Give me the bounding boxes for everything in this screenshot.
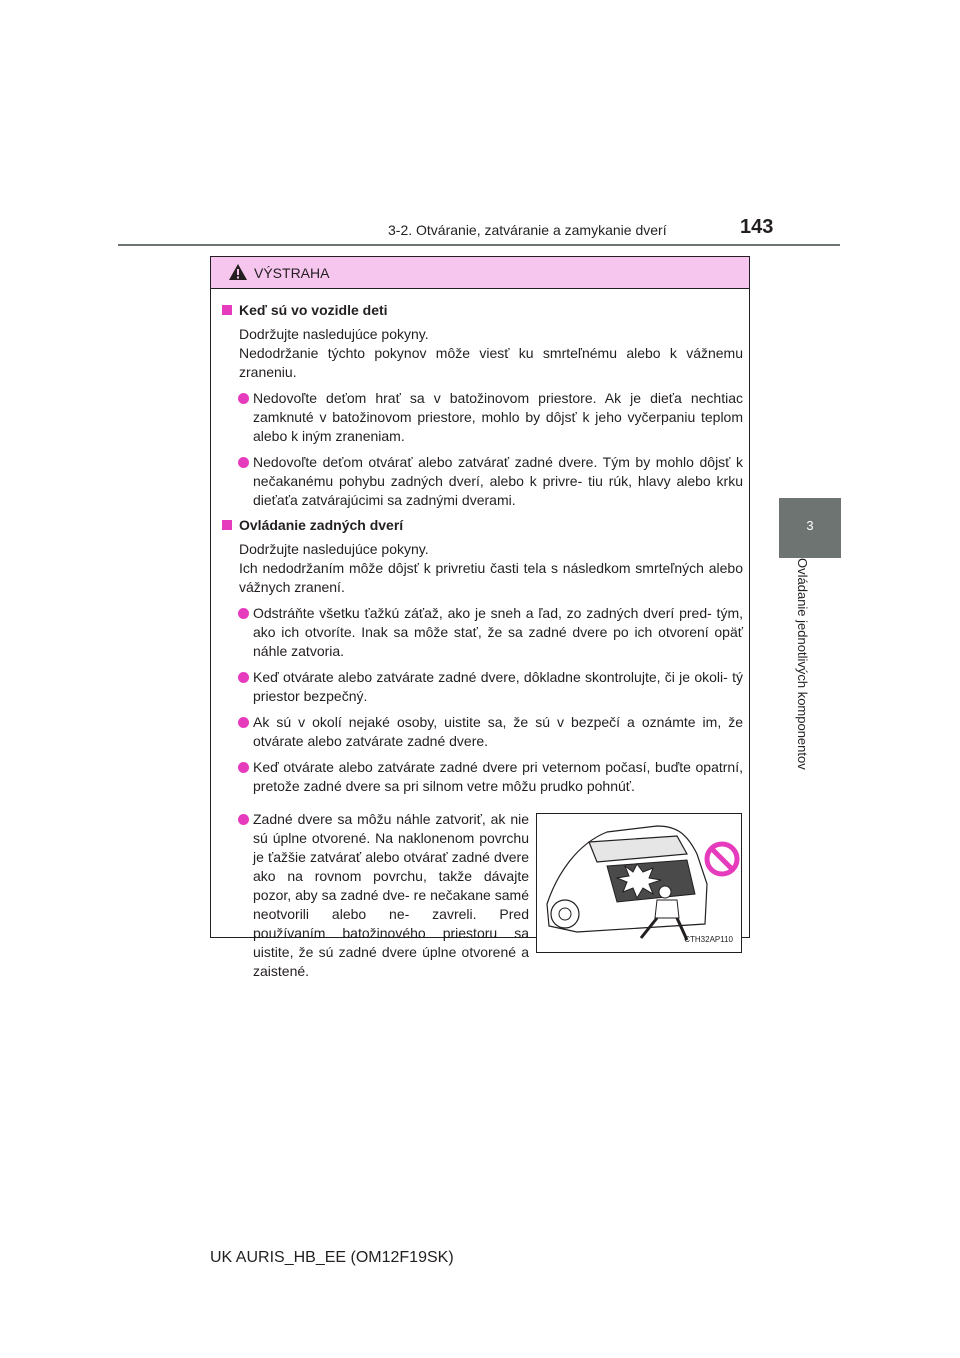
- round-bullet-icon: [238, 393, 249, 404]
- warning-heading: VÝSTRAHA: [254, 265, 330, 281]
- warning-box: [210, 256, 750, 979]
- chapter-tab-number: 3: [806, 518, 814, 533]
- illustrated-bullet-row: [221, 810, 743, 980]
- chapter-tab-strip: [779, 558, 841, 818]
- round-bullet-icon: [238, 672, 249, 683]
- bullet-text: Keď otvárate alebo zatvárate zadné dvere pri veternom počasí, buďte opatrní, pretože zadné dvere sa pri silnom vetre môžu prudko pohnúť.: [253, 759, 743, 794]
- chapter-tab-label: Ovládanie jednotlivých komponentov: [795, 558, 810, 770]
- square-bullet-icon: [222, 520, 232, 530]
- round-bullet-icon: [238, 814, 249, 825]
- round-bullet-icon: [238, 457, 249, 468]
- bullet-item: [221, 668, 743, 706]
- warning-content: [221, 301, 743, 980]
- chapter-tab: [779, 498, 841, 558]
- page-number: 143: [740, 216, 774, 238]
- figure-code: CTH32AP110: [684, 935, 733, 944]
- paragraph: Nedodržanie týchto pokynov môže viesť ku smrteľnému alebo k vážnemu zraneniu.: [239, 345, 743, 380]
- round-bullet-icon: [238, 762, 249, 773]
- footer-model-code: UK AURIS_HB_EE (OM12F19SK): [210, 1249, 454, 1266]
- section-children: [221, 301, 743, 320]
- bullet-item: [221, 604, 743, 661]
- bullet-item: [221, 758, 743, 796]
- bullet-text: Zadné dvere sa môžu náhle zatvoriť, ak nie sú úplne otvorené. Na naklonenom povrchu je ťažšie zatvárať alebo otvárať zadné dvere ako na rovnom povrchu, takže dávajte pozor, aby sa zadné dve- re nečakane samé neotvorili alebo ne- zavreli. Pred používaním batožinového priestoru sa uistite, že sú zadné dvere úplne otvorené a zaistené.: [253, 811, 529, 979]
- bullet-text: Odstráňte všetku ťažkú záťaž, ako je sneh a ľad, zo zadných dverí pred- tým, ako ich otvoríte. Inak sa môže stať, že sa zadné dvere po ich otvorení opäť náhle zatvoria.: [253, 605, 743, 659]
- section-back-door: [221, 516, 743, 535]
- paragraph: Ich nedodržaním môže dôjsť k privretiu časti tela s následkom smrteľných alebo vážnych zranení.: [239, 560, 743, 595]
- back-door-illustration: [536, 813, 742, 953]
- section-title: Keď sú vo vozidle deti: [239, 302, 388, 318]
- bullet-text: Ak sú v okolí nejaké osoby, uistite sa, že sú v bezpečí a oznámte im, že otvárate alebo zatvárate zadné dvere.: [253, 714, 743, 749]
- bullet-item: [221, 713, 743, 751]
- paragraph: Dodržujte nasledujúce pokyny.: [239, 326, 429, 342]
- bullet-text: Keď otvárate alebo zatvárate zadné dvere, dôkladne skontrolujte, či je okoli- tý priestor bezpečný.: [253, 669, 743, 704]
- round-bullet-icon: [238, 608, 249, 619]
- square-bullet-icon: [222, 305, 232, 315]
- chapter-title: 3-2. Otváranie, zatváranie a zamykanie dverí: [388, 222, 667, 238]
- bullet-text: Nedovoľte deťom hrať sa v batožinovom priestore. Ak je dieťa nechtiac zamknuté v batožinovom priestore, mohlo by dôjsť k jeho vyčerpaniu teplom alebo k iným zraneniam.: [253, 390, 743, 444]
- header-divider: [118, 244, 840, 246]
- bullet-item: [221, 810, 529, 981]
- warning-header: [211, 257, 749, 289]
- warning-triangle-icon: [228, 263, 248, 281]
- section-title: Ovládanie zadných dverí: [239, 517, 404, 533]
- round-bullet-icon: [238, 717, 249, 728]
- bullet-item: [221, 453, 743, 510]
- bullet-text: Nedovoľte deťom otvárať alebo zatvárať zadné dvere. Tým by mohlo dôjsť k nečakanému pohybu zadných dverí, alebo k privre- tiu rúk, hlavy alebo krku dieťaťa zatvárajúcimi sa zadnými dverami.: [253, 454, 743, 508]
- bullet-item: [221, 389, 743, 446]
- paragraph: Dodržujte nasledujúce pokyny.: [239, 541, 429, 557]
